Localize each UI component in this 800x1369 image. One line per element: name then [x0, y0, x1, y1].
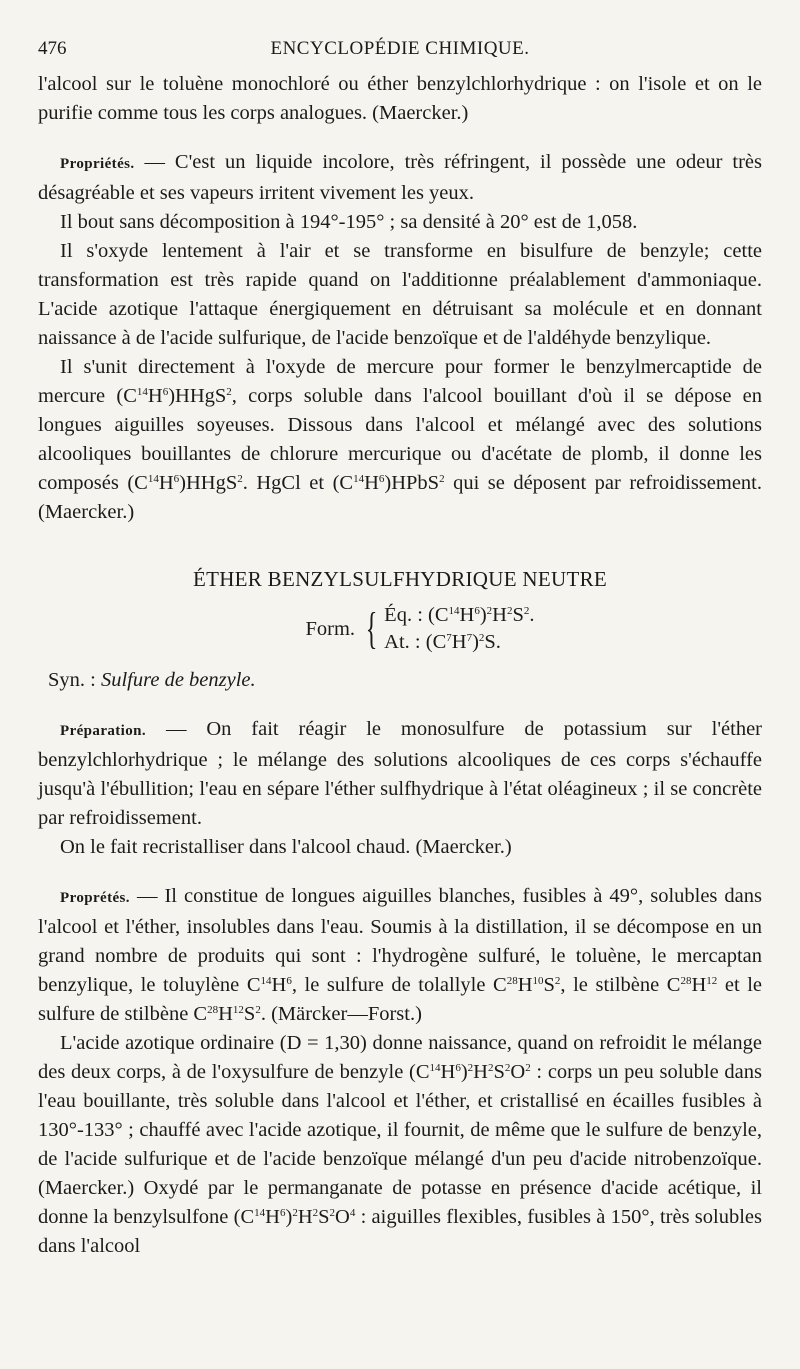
synonym-value: Sulfure de benzyle.: [100, 669, 256, 691]
section-label-preparation: Préparation.: [60, 723, 147, 739]
running-title: ENCYCLOPÉDIE CHIMIQUE.: [270, 38, 530, 59]
page-number: 476: [38, 38, 67, 59]
paragraph-text: — C'est un liquide incolore, très réfringent, il possède une odeur très désagréable et ses vapeurs irritent vivement les yeux.: [38, 151, 763, 204]
page-header: [38, 38, 762, 66]
paragraph-text: — On fait réagir le monosulfure de potassium sur l'éther benzylchlorhydrique ; le mélange des solutions alcooliques de ces corps s'échauffe jusqu'à l'ébullition; l'eau en sépare l'éther sulfhydrique à l'état oléagineux ; il se concrète par refroidissement.: [38, 718, 762, 829]
paragraph-nitric-acid: L'acide azotique ordinaire (D = 1,30) donne naissance, quand on refroidit le mélange des deux corps, à de l'oxysulfure de benzyle $(C^{14}H^6)^2H^2S^2O^2$ : corps un peu soluble dans l'eau bouillante, très soluble dans l'alcool et l'éther, et cristallisé en écailles fusibles à 130°-133° ; chauffé avec l'acide azotique, il fournit, de même que le sulfure de benzyle, de l'acide sulfurique et de l'acide benzoïque mélangé d'un peu d'acide nitrobenzoïque. (Maercker.) Oxydé par le permanganate de potasse en présence d'acide acétique, il donne la benzylsulfone $(C^{14}H^6)^2H^2S^2O^4$ : aiguilles flexibles, fusibles à 150°, très solubles dans l'alcool: [38, 1032, 763, 1257]
section-label-proprietes-2: Proprétés.: [60, 890, 130, 906]
paragraph-recrystallize: On le fait recristalliser dans l'alcool chaud. (Maercker.): [60, 836, 512, 858]
formula-label: Form.: [305, 617, 356, 640]
formula-equivalent: Éq. : $(C^{14}H^6)^2H^2S^2$.: [384, 604, 535, 626]
formula-lines: [384, 602, 534, 656]
brace-glyph: {: [365, 604, 378, 653]
paragraph-oxidation: Il s'oxyde lentement à l'air et se transforme en bisulfure de benzyle; cette transformation est très rapide quand on l'additionne préalablement d'ammoniaque. L'acide azotique l'attaque énergiquement en détruisant sa molécule et en donnant naissance à de l'acide sulfurique, de l'acide benzoïque et de l'aldéhyde benzylique.: [38, 240, 762, 349]
synonym-label: Syn. :: [48, 669, 96, 691]
compound-title: ÉTHER BENZYLSULFHYDRIQUE NEUTRE: [192, 567, 608, 591]
paragraph-boiling: Il bout sans décomposition à 194°-195° ; sa densité à 20° est de 1,058.: [60, 211, 638, 233]
paragraph-proprietes: [38, 148, 762, 208]
page-body: [38, 70, 762, 1261]
formula-block: [78, 602, 762, 656]
synonym-line: [38, 666, 762, 695]
paragraph-preparation: [38, 715, 762, 833]
paragraph-mercury: Il s'unit directement à l'oxyde de mercure pour former le benzylmercaptide de mercure $(C^{14}H^6)HHgS^2$, corps soluble dans l'alcool bouillant d'où il se dépose en longues aiguilles soyeuses. Dissous dans l'alcool et mélangé avec des solutions alcooliques bouillantes de chlorure mercurique ou d'acétate de plomb, il donne les composés $(C^{14}H^6)HHgS^2$. HgCl et $(C^{14}H^6)HPbS^2$ qui se déposent par refroidissement. (Maercker.): [38, 356, 762, 523]
paragraph-intro: l'alcool sur le toluène monochloré ou éther benzylchlorhydrique : on l'isole et on le purifie comme tous les corps analogues. (Maercker.): [38, 73, 762, 124]
section-label-proprietes: Propriétés.: [60, 156, 135, 172]
paragraph-proprietes-2: Proprétés. — Il constitue de longues aiguilles blanches, fusibles à 49°, solubles dans l'alcool et l'éther, insolubles dans l'eau. Soumis à la distillation, il se décompose en un grand nombre de produits qui sont : l'hydrogène sulfuré, le toluène, le mercaptan benzylique, le toluylène $C^{14}H^6$, le sulfure de tolallyle $C^{28}H^{10}S^2$, le stilbène $C^{28}H^{12}$ et le sulfure de stilbène $C^{28}H^{12}S^2$. (Märcker—Forst.): [38, 885, 762, 1025]
formula-atomic: At. : $(C^7H^7)^2S$.: [384, 631, 501, 653]
